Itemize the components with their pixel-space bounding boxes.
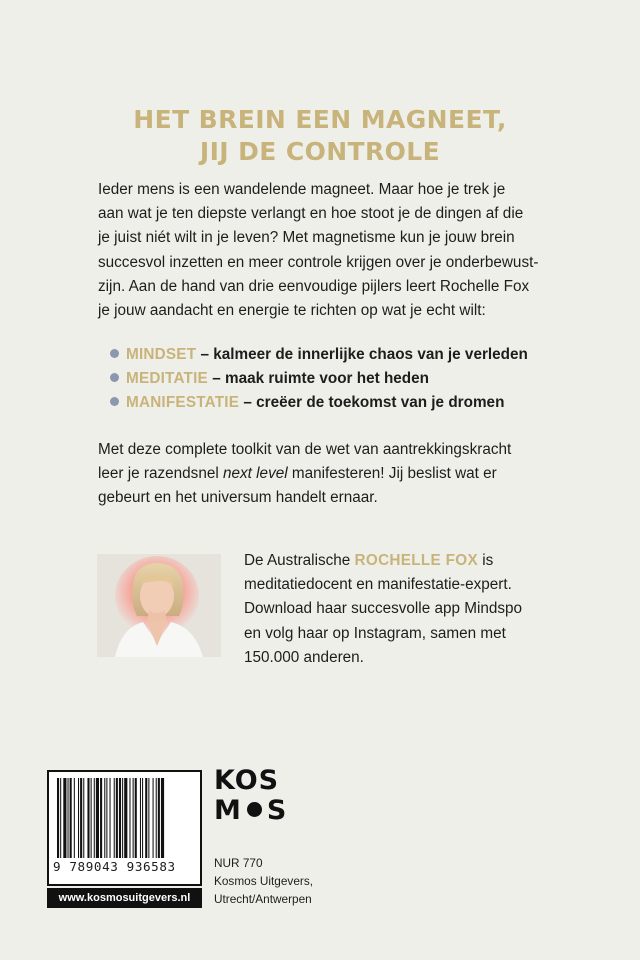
cover-heading [0,104,640,168]
barcode-bar [104,778,105,858]
publisher-url: www.kosmosuitgevers.nl [47,888,202,908]
barcode-bars [57,778,196,860]
author-photo [97,554,221,657]
author-name: ROCHELLE FOX [354,552,478,569]
logo-dot-icon [247,802,262,817]
author-bio [244,549,544,670]
outro-line: Met deze complete toolkit van de wet van aantrekkingskracht [98,441,512,458]
barcode-bar [114,778,115,858]
bio-line: meditatiedocent en manifestatie-expert. [244,576,512,594]
outro-paragraph [98,438,538,511]
bullet-dot-icon [110,397,119,406]
pillar-item-manifestatie [110,391,540,415]
kosmos-logo [214,765,288,828]
barcode-bar [83,778,84,858]
bio-line: 150.000 anderen. [244,648,364,666]
pillar-description: – creëer de toekomst van je dromen [239,394,505,411]
barcode-bar [100,778,102,858]
bio-line [244,549,544,573]
bio-text: is [477,552,494,569]
nur-code: NUR 770 [214,856,263,870]
author-portrait-image [97,554,221,657]
barcode-bar [122,778,123,858]
outro-line: gebeurt en het universum handelt ernaar. [98,489,378,507]
intro-line: succesvol inzetten en meer controle krijgen over je onderbewust- [98,253,539,271]
heading-line-2: JIJ DE CONTROLE [199,137,441,166]
heading-line-1: HET BREIN EEN MAGNEET, [133,105,507,134]
pillar-keyword: MEDITATIE [126,370,208,387]
intro-paragraph [98,178,538,323]
barcode-bar [142,778,143,858]
logo-letter: S [266,795,288,826]
pillar-keyword: MINDSET [126,346,197,363]
barcode-bar [129,778,130,858]
barcode-bar [60,778,61,858]
barcode-bar [158,778,160,858]
bio-line: en volg haar op Instagram, samen met [244,624,506,642]
barcode-bar [161,778,164,858]
intro-line: Ieder mens is een wandelende magneet. Maar hoe je trek je [98,181,506,198]
isbn-barcode [47,770,202,886]
barcode-bar [96,778,99,858]
bio-text: De Australische [244,552,355,569]
intro-line: zijn. Aan de hand van drie eenvoudige pijlers leert Rochelle Fox [98,277,530,295]
barcode-bar [78,778,79,858]
intro-line: aan wat je ten diepste verlangt en hoe stoot je de dingen af die [98,205,524,223]
barcode-bar [74,778,75,858]
pillar-item-mindset [110,343,540,367]
barcode-bar [148,778,149,858]
outro-emphasis: next level [223,465,288,483]
barcode-bar [110,778,111,858]
barcode-bar [70,778,72,858]
outro-line [98,462,538,486]
pillar-keyword: MANIFESTATIE [126,394,240,411]
barcode-bar [87,778,89,858]
logo-letter: M [214,795,242,826]
isbn-number: 9 789043 936583 [53,859,176,874]
barcode-bar [80,778,82,858]
intro-line: je juist niét wilt in je leven? Met magnetisme kun je jouw brein [98,229,515,247]
intro-line: je jouw aandacht en energie te richten op wat je echt wilt: [98,302,486,320]
logo-row-bottom [214,795,288,826]
bullet-dot-icon [110,349,119,358]
outro-text: manifesteren! Jij beslist wat er [287,465,497,483]
bullet-dot-icon [110,373,119,382]
publisher-city: Utrecht/Antwerpen [214,892,312,907]
publisher-name: Kosmos Uitgevers, [214,874,313,889]
barcode-bar [135,778,137,858]
pillar-item-meditatie [110,367,540,391]
barcode-bar [133,778,134,858]
barcode-bar [145,778,147,858]
pillar-list [110,343,540,415]
barcode-bar [94,778,95,858]
outro-text: leer je razendsnel [98,465,223,483]
barcode-bar [116,778,118,858]
barcode-bar [91,778,92,858]
barcode-bar [140,778,141,858]
barcode-bar [156,778,157,858]
barcode-bar [153,778,154,858]
barcode-bar [68,778,69,858]
barcode-bar [119,778,121,858]
publisher-info [214,854,394,909]
logo-row-top: KOS [214,765,280,796]
barcode-bar [106,778,107,858]
pillar-description: – maak ruimte voor het heden [207,370,429,387]
barcode-bar [57,778,59,858]
barcode-bar [63,778,66,858]
barcode-bar [124,778,127,858]
pillar-description: – kalmeer de innerlijke chaos van je verleden [196,346,528,363]
bio-line: Download haar succesvolle app Mindspo [244,600,523,618]
